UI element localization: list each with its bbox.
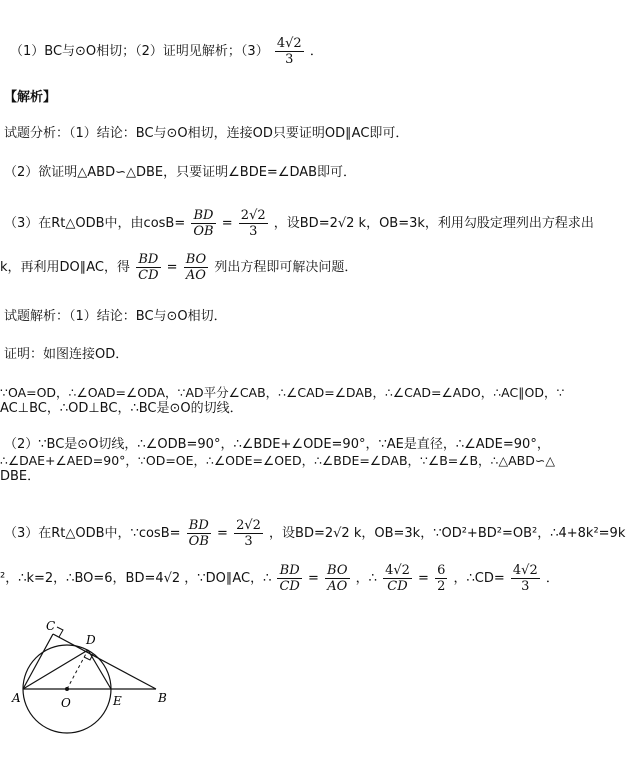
idea-line-3-text: （3）在Rt△ODB中，由cosB= (4, 216, 186, 231)
fraction-denominator: 2 (437, 579, 446, 594)
idea-line-1: 试题分析：（1）结论：BC与⊙O相切，连接OD只要证明OD∥AC即可． (4, 126, 409, 141)
solution-line-5: （2）∵BC是⊙O切线，∴∠ODB=90°，∴∠BDE+∠ODE=90°，∵AE是直径，∴∠ADE=90°， (4, 437, 550, 452)
fraction-numerator: BO (185, 252, 207, 267)
label-b: B (158, 691, 167, 705)
idea-line-4-tail: 列出方程即可解决问题． (214, 260, 358, 275)
solution-line-9-text: ²，∴k=2，∴BO=6，BD=4√2 ，∵DO∥AC，∴ (0, 571, 272, 586)
fraction-numerator: BD (277, 563, 301, 579)
fraction-bd-cd (136, 252, 160, 283)
fraction-bd-ob (191, 208, 215, 239)
solution-line-6: ∴∠DAE+∠AED=90°，∵OD=OE，∴∠ODE=∠OED，∴∠BDE=∠DAB，∵∠B=∠B，∴△ABD∽△ (0, 453, 555, 468)
label-o: O (61, 696, 71, 710)
solution-line-4: AC⊥BC，∴OD⊥BC，∴BC是⊙O的切线． (0, 401, 243, 416)
idea-line-3-tail: ，设BD=2√2 k，OB=3k，利用勾股定理列出方程求出 (273, 216, 594, 231)
equals-sign: = (221, 216, 233, 231)
line-de (88, 650, 111, 689)
fraction-numerator: BO (327, 563, 348, 578)
fraction-numerator: BD (187, 518, 211, 534)
fraction-denominator: CD (138, 268, 159, 283)
equals-sign: = (217, 526, 228, 541)
fraction-numerator: 4√2 (276, 36, 302, 51)
analysis-header: 【解析】 (4, 90, 57, 105)
line-ad (23, 650, 88, 689)
fraction-numerator: 2√2 (236, 518, 261, 533)
solution-line-9 (0, 563, 630, 594)
solution-line-3: ∵OA=OD，∴∠OAD=∠ODA，∵AD平分∠CAB，∴∠CAD=∠DAB，∴∠CAD=∠ADO，∴AC∥OD，∵ (0, 385, 565, 400)
fraction-numerator: 6 (437, 563, 446, 578)
answer-end: ． (309, 44, 323, 59)
fraction-bo-ao (325, 563, 349, 594)
fraction-denominator: 3 (521, 579, 530, 594)
center-o-dot (65, 687, 69, 691)
answer-line (10, 36, 630, 67)
fraction-cd-result (511, 563, 540, 594)
solution-line-8 (4, 518, 630, 549)
solution-line-8-text: （3）在Rt△ODB中，∵cosB= (4, 526, 181, 541)
cd-result-text: ，∴CD= (453, 571, 505, 586)
fraction-numerator: 2√2 (240, 208, 266, 223)
solution-line-1: 试题解析：（1）结论：BC与⊙O相切． (4, 309, 227, 324)
equals-sign: = (418, 571, 429, 586)
fraction-denominator: CD (387, 579, 408, 594)
fraction-denominator: 3 (244, 534, 253, 549)
idea-line-4-text: k，再利用DO∥AC，得 (0, 260, 131, 275)
idea-line-4 (0, 252, 630, 283)
fraction-denominator: 3 (285, 52, 294, 67)
answer-fraction (275, 36, 304, 67)
therefore-text: ，∴ (355, 571, 377, 586)
fraction-denominator: CD (279, 579, 300, 594)
fraction-denominator: AO (327, 579, 348, 594)
line-ac (23, 634, 53, 689)
solution-line-8-tail: ，设BD=2√2 k，OB=3k，∵OD²+BD²=OB²，∴4+8k²=9k (269, 526, 626, 541)
fraction-6-2 (435, 563, 447, 594)
label-e: E (113, 694, 122, 708)
solution-line-7: DBE． (0, 469, 41, 484)
fraction-denominator: 3 (249, 224, 258, 239)
fraction-numerator: 4√2 (385, 563, 410, 578)
equals-sign: = (308, 571, 319, 586)
right-angle-c (57, 627, 63, 637)
fraction-4r2-cd (383, 563, 412, 594)
fraction-value (234, 518, 263, 549)
label-d: D (86, 633, 96, 647)
equals-sign: = (166, 260, 178, 275)
label-a: A (12, 691, 21, 705)
fraction-numerator: BD (191, 208, 215, 224)
fraction-denominator: OB (188, 534, 209, 549)
fraction-numerator: BD (136, 252, 160, 268)
end-period: ． (545, 571, 559, 586)
idea-line-3 (4, 208, 630, 239)
fraction-value (239, 208, 268, 239)
idea-line-2: （2）欲证明△ABD∽△DBE，只要证明∠BDE=∠DAB即可． (4, 165, 357, 180)
fraction-denominator: AO (185, 268, 206, 283)
fraction-bd-cd (277, 563, 301, 594)
fraction-bo-ao (184, 252, 208, 283)
fraction-numerator: 4√2 (512, 563, 538, 578)
fraction-denominator: OB (193, 224, 214, 239)
solution-line-2: 证明：如图连接OD． (4, 347, 129, 362)
geometry-figure (0, 612, 200, 762)
fraction-bd-ob (187, 518, 211, 549)
answer-text: （1）BC与⊙O相切；（2）证明见解析；（3） (10, 44, 269, 59)
label-c: C (46, 619, 56, 633)
